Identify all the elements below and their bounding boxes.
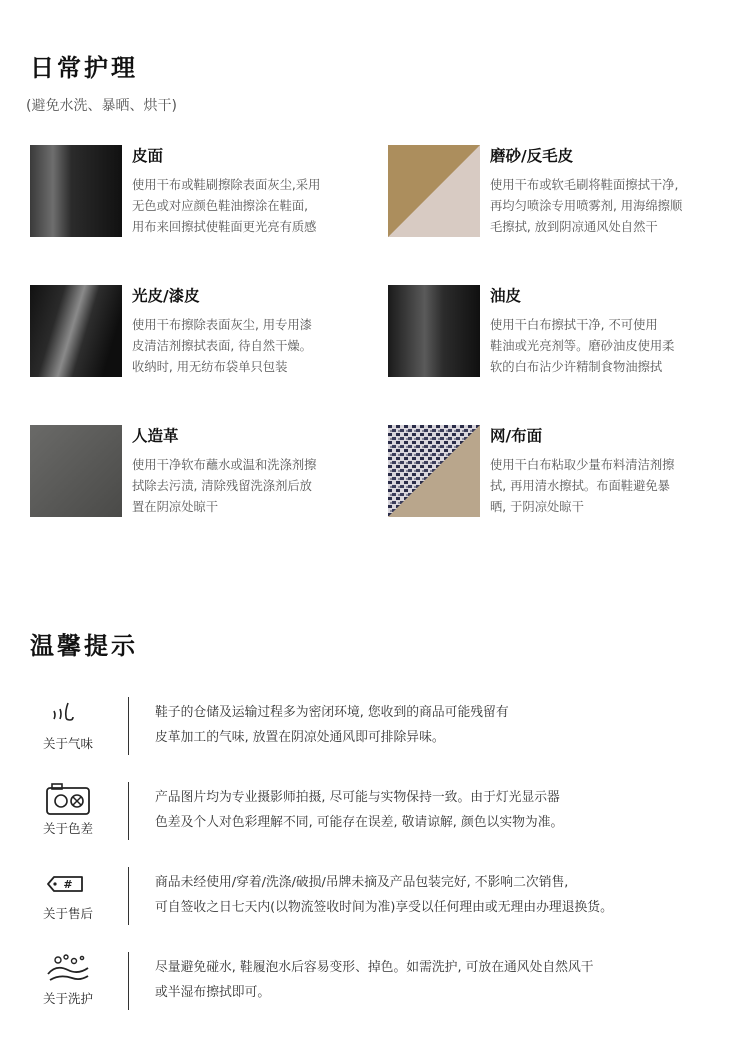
material-name: 皮面 (132, 147, 164, 165)
tip-care (0, 952, 750, 1024)
synthetic-swatch (30, 425, 122, 517)
patent-swatch (30, 285, 122, 377)
fabric-swatch (388, 425, 480, 517)
tip-label: 关于洗护 (42, 991, 93, 1006)
tip-after-sales (0, 867, 750, 939)
material-name: 磨砂/反毛皮 (490, 147, 574, 165)
material-name: 光皮/漆皮 (132, 287, 200, 305)
material-name: 网/布面 (490, 427, 543, 445)
material-name: 人造革 (132, 427, 179, 445)
tag-icon (44, 867, 96, 901)
material-card-patent (30, 285, 390, 377)
tip-smell (0, 697, 750, 769)
material-card-oil-leather (388, 285, 748, 377)
material-name: 油皮 (490, 287, 522, 305)
material-card-mesh-fabric (388, 425, 748, 517)
tip-text: 产品图片均为专业摄影师拍摄, 尽可能与实物保持一致。由于灯光显示器 色差及个人对色彩理解不同, 可能存在误差, 敬请谅解, 颜色以实物为准。 (155, 790, 564, 830)
tip-color (0, 782, 750, 854)
tip-label: 关于色差 (42, 821, 93, 836)
tip-divider (128, 697, 129, 755)
tip-text: 尽量避免碰水, 鞋履泡水后容易变形、掉色。如需洗护, 可放在通风处自然风干 或半湿布擦拭即可。 (155, 960, 594, 1000)
tip-divider (128, 867, 129, 925)
oil-leather-swatch (388, 285, 480, 377)
material-description: 使用干净软布蘸水或温和洗涤剂擦 拭除去污渍, 清除残留洗涤剂后放 置在阴凉处晾干 (132, 458, 317, 514)
leather-swatch (30, 145, 122, 237)
material-description: 使用干布擦除表面灰尘, 用专用漆 皮清洁剂擦拭表面, 待自然干燥。 收纳时, 用无纺布袋单只包装 (132, 318, 312, 374)
tip-divider (128, 782, 129, 840)
care-section-subtitle: (避免水洗、暴晒、烘干) (26, 98, 177, 114)
material-card-leather (30, 145, 390, 237)
material-description: 使用干白布擦拭干净, 不可使用 鞋油或光亮剂等。磨砂油皮使用柔 软的白布沾少许精制食物油擦拭 (490, 318, 675, 374)
camera-icon (44, 782, 96, 816)
tip-text: 鞋子的仓储及运输过程多为密闭环境, 您收到的商品可能残留有 皮革加工的气味, 放置在阴凉处通风即可排除异味。 (155, 705, 509, 745)
material-card-suede (388, 145, 748, 237)
tip-divider (128, 952, 129, 1010)
material-description: 使用干布或鞋刷擦除表面灰尘,采用 无色或对应颜色鞋油擦涂在鞋面, 用布来回擦拭使鞋面更光亮有质感 (132, 178, 321, 234)
material-description: 使用干布或软毛刷将鞋面擦拭干净, 再均匀喷涂专用喷雾剂, 用海绵擦顺 毛擦拭, 放到阴凉通风处自然干 (490, 178, 683, 234)
material-description: 使用干白布粘取少量布料清洁剂擦 拭, 再用清水擦拭。布面鞋避免暴 晒, 于阴凉处晾干 (490, 458, 675, 514)
care-section-title: 日常护理 (30, 54, 138, 82)
tip-text: 商品未经使用/穿着/洗涤/破损/吊牌未摘及产品包装完好, 不影响二次销售, 可自签收之日七天内(以物流签收时间为准)享受以任何理由或无理由办理退换货。 (155, 875, 613, 915)
suede-swatch (388, 145, 480, 237)
washing-hands-icon (44, 952, 96, 986)
svg-text:#: # (63, 878, 73, 891)
material-card-synthetic (30, 425, 390, 517)
tips-section-title: 温馨提示 (30, 632, 138, 660)
tip-label: 关于气味 (42, 736, 93, 751)
smell-icon (44, 697, 96, 731)
tip-label: 关于售后 (42, 906, 93, 921)
